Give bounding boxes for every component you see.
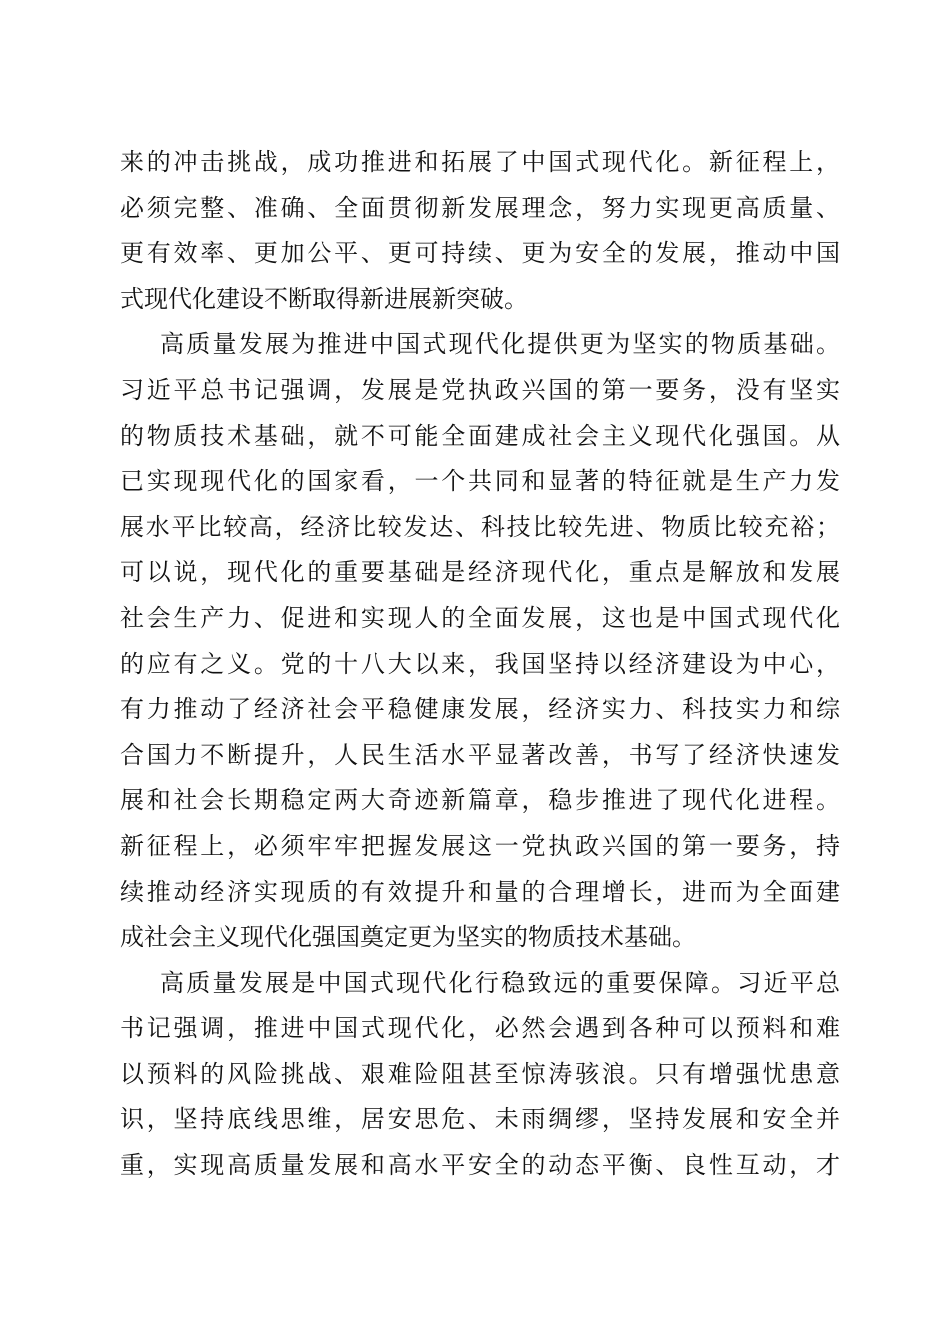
paragraph-3 <box>120 961 840 1189</box>
text-line: 可以说，现代化的重要基础是经济现代化，重点是解放和发展 <box>120 558 840 587</box>
paragraph-2 <box>120 322 840 960</box>
text-line: 续推动经济实现质的有效提升和量的合理增长，进而为全面建 <box>120 877 840 906</box>
text-line: 重，实现高质量发展和高水平安全的动态平衡、良性互动，才 <box>120 1151 840 1180</box>
text-line: 习近平总书记强调，发展是党执政兴国的第一要务，没有坚实 <box>120 375 840 404</box>
body-text <box>120 140 840 1189</box>
text-line: 已实现现代化的国家看，一个共同和显著的特征就是生产力发 <box>120 467 840 496</box>
text-line: 更有效率、更加公平、更可持续、更为安全的发展，推动中国 <box>120 239 840 268</box>
text-line: 的应有之义。党的十八大以来，我国坚持以经济建设为中心， <box>120 649 840 678</box>
text-line: 式现代化建设不断取得新进展新突破。 <box>120 284 528 313</box>
text-line: 来的冲击挑战，成功推进和拓展了中国式现代化。新征程上， <box>120 148 840 176</box>
text-line: 有力推动了经济社会平稳健康发展，经济实力、科技实力和综 <box>120 695 840 724</box>
text-line: 展水平比较高，经济比较发达、科技比较先进、物质比较充裕； <box>120 512 840 541</box>
text-line: 社会生产力、促进和实现人的全面发展，这也是中国式现代化 <box>120 603 840 632</box>
text-line: 高质量发展为推进中国式现代化提供更为坚实的物质基础。 <box>160 330 840 359</box>
text-line: 新征程上，必须牢牢把握发展这一党执政兴国的第一要务，持 <box>120 831 840 860</box>
text-line: 书记强调，推进中国式现代化，必然会遇到各种可以预料和难 <box>120 1014 840 1043</box>
text-line: 必须完整、准确、全面贯彻新发展理念，努力实现更高质量、 <box>120 193 840 222</box>
paragraph-1 <box>120 140 840 322</box>
text-line: 的物质技术基础，就不可能全面建成社会主义现代化强国。从 <box>120 421 840 450</box>
text-line: 合国力不断提升，人民生活水平显著改善，书写了经济快速发 <box>120 740 840 769</box>
text-line: 展和社会长期稳定两大奇迹新篇章，稳步推进了现代化进程。 <box>120 786 840 815</box>
text-line: 高质量发展是中国式现代化行稳致远的重要保障。习近平总 <box>160 968 840 997</box>
text-line: 以预料的风险挑战、艰难险阻甚至惊涛骇浪。只有增强忧患意 <box>120 1059 840 1088</box>
text-line: 识，坚持底线思维，居安思危、未雨绸缪，坚持发展和安全并 <box>120 1105 840 1134</box>
text-line: 成社会主义现代化强国奠定更为坚实的物质技术基础。 <box>120 923 696 952</box>
